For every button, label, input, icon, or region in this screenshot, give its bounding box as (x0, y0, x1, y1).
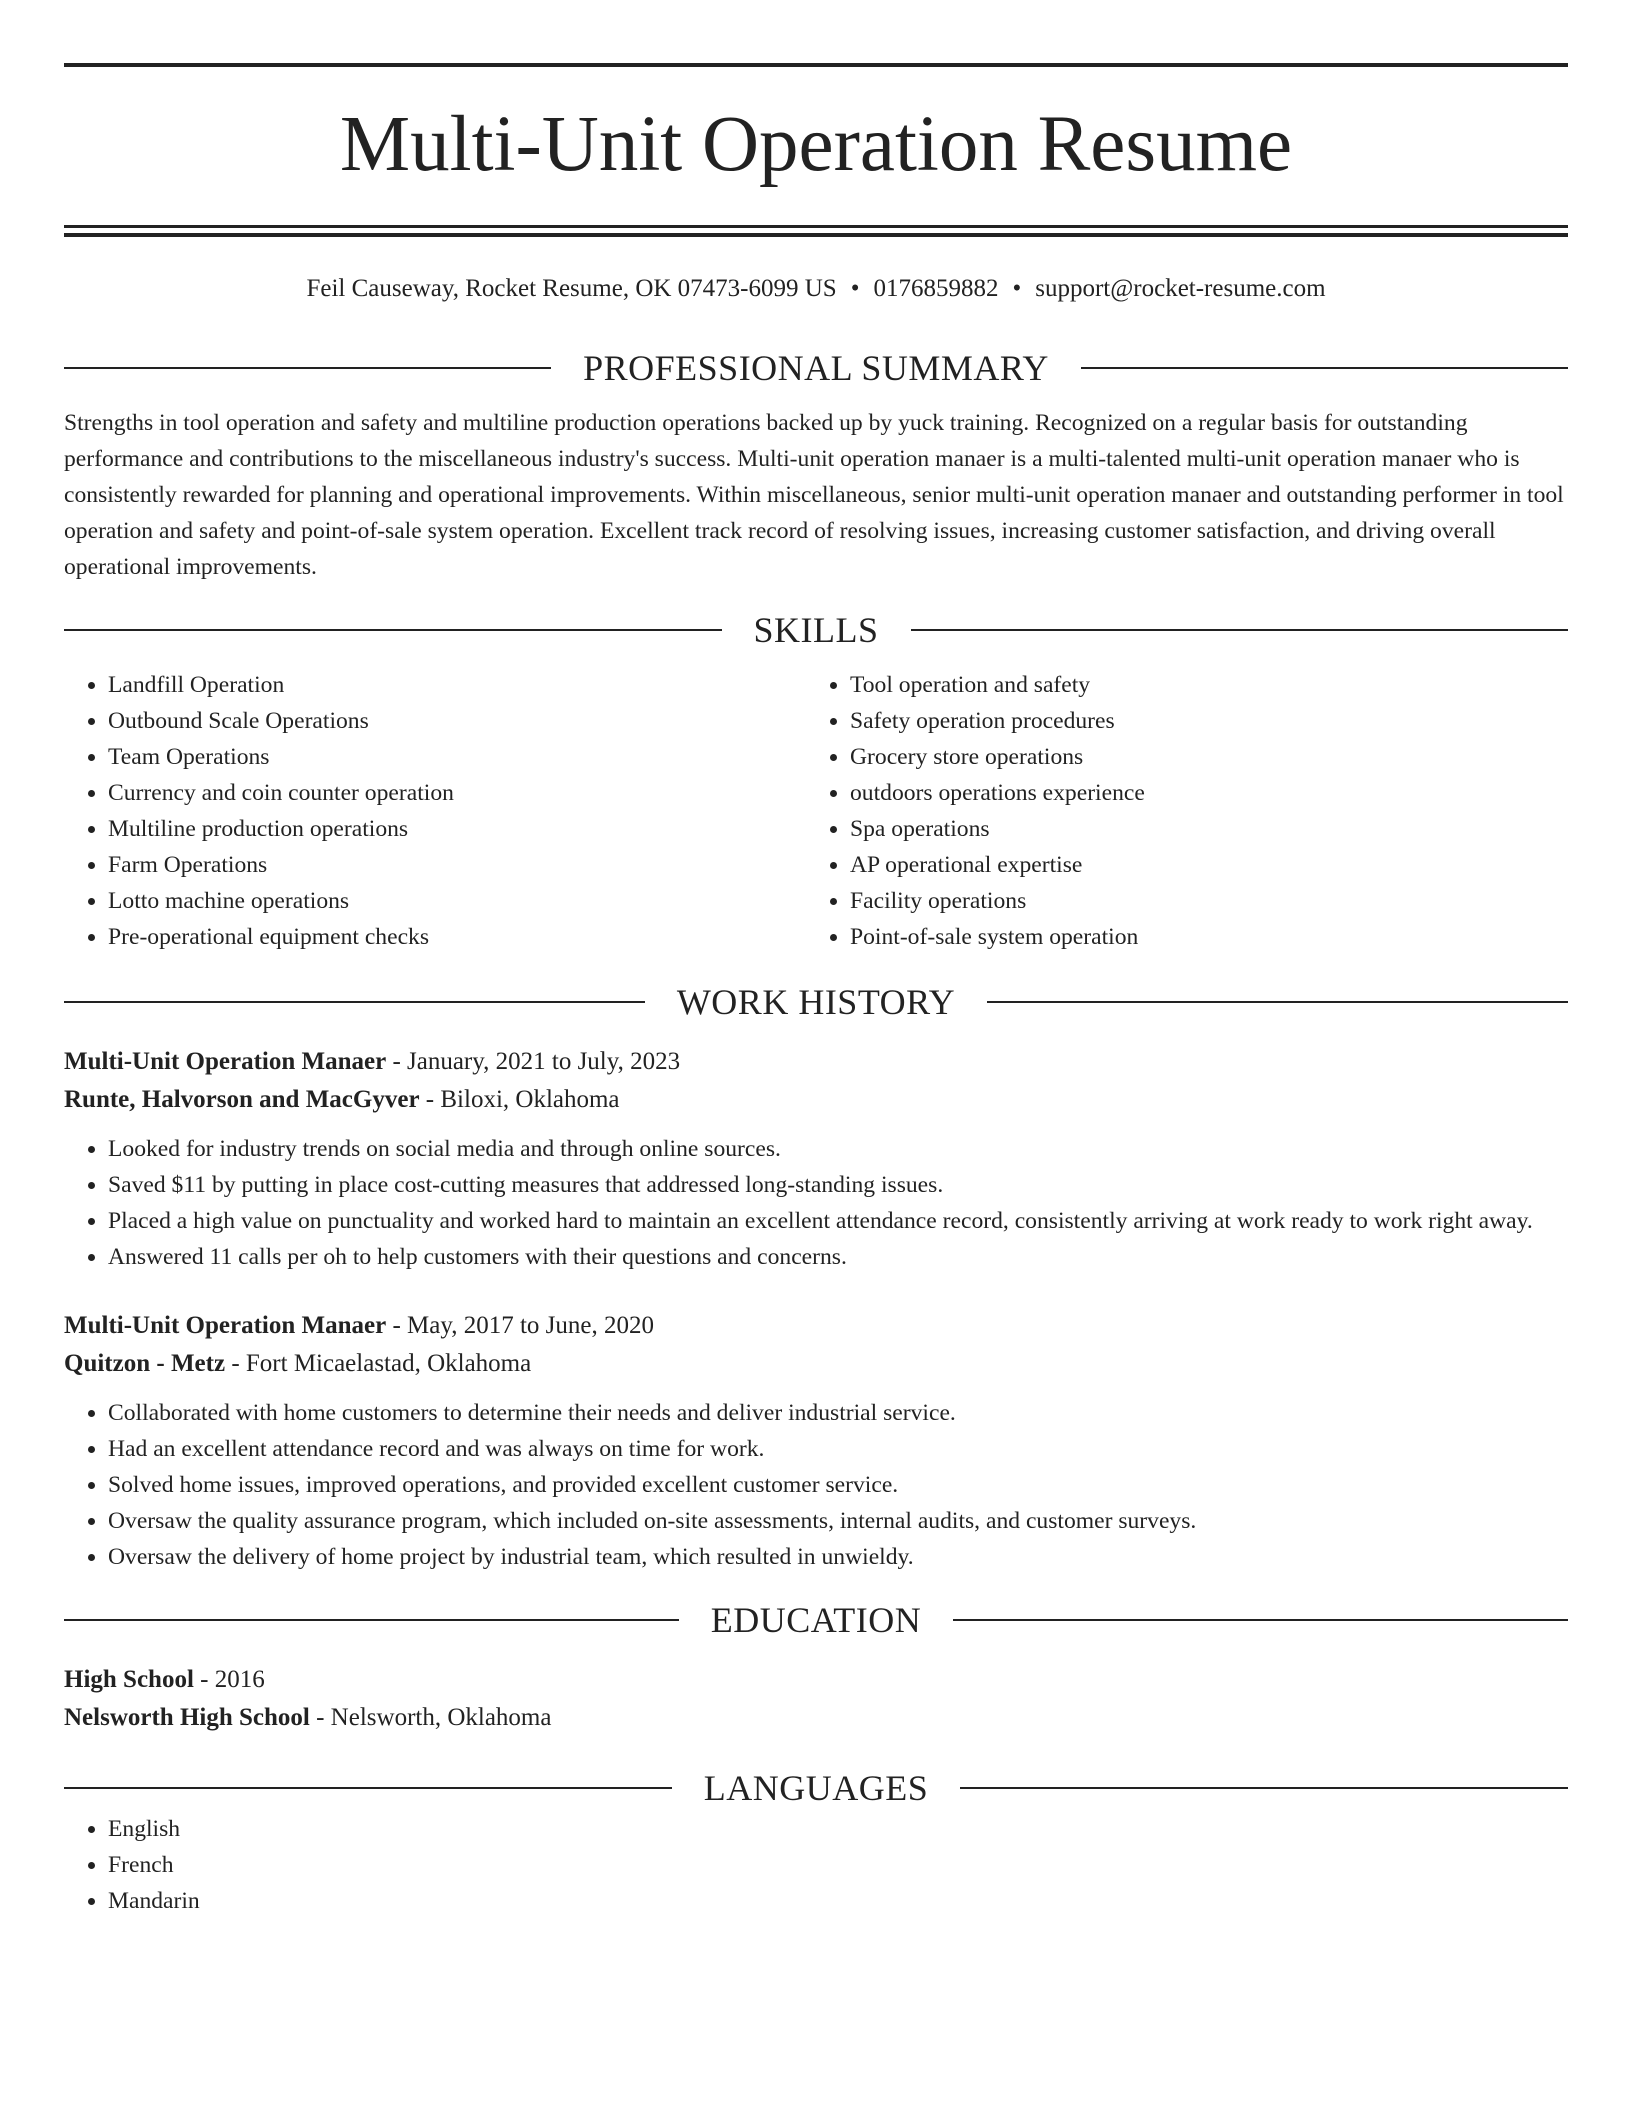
section-header-summary (64, 345, 1568, 391)
job-entry (64, 1307, 1568, 1575)
section-header-languages (64, 1765, 1568, 1811)
job-entry (64, 1043, 1568, 1275)
language-item: • English (108, 1811, 1568, 1847)
skill-item: • Point-of-sale system operation (850, 919, 1548, 955)
education-entry (64, 1661, 1568, 1737)
job-duties (64, 1395, 1568, 1575)
section-header-education (64, 1597, 1568, 1643)
skill-item: • Spa operations (850, 811, 1548, 847)
skill-item: • Grocery store operations (850, 739, 1548, 775)
section-divider (64, 1619, 679, 1621)
skill-item: • Lotto machine operations (108, 883, 806, 919)
section-header-skills (64, 607, 1568, 653)
language-item: • French (108, 1847, 1568, 1883)
job-duty: • Placed a high value on punctuality and worked hard to maintain an excellent attendance record, consistently arriving at work ready to work right away. (108, 1203, 1568, 1239)
languages-list (64, 1811, 1568, 1919)
skill-item: • Outbound Scale Operations (108, 703, 806, 739)
job-duty: • Solved home issues, improved operations, and provided excellent customer service. (108, 1467, 1568, 1503)
skill-item: • Tool operation and safety (850, 667, 1548, 703)
language-item: • Mandarin (108, 1883, 1568, 1919)
contact-address: Feil Causeway, Rocket Resume, OK 07473-6099 US (306, 275, 837, 302)
job-duty: • Oversaw the delivery of home project by industrial team, which resulted in unwieldy. (108, 1539, 1568, 1575)
section-divider (960, 1787, 1568, 1789)
job-duties (64, 1131, 1568, 1275)
section-divider (953, 1619, 1568, 1621)
resume-page (64, 0, 1568, 1919)
skill-item: • AP operational expertise (850, 847, 1548, 883)
contact-phone: 0176859882 (873, 275, 999, 302)
section-title: PROFESSIONAL SUMMARY (583, 348, 1049, 388)
contact-email: support@rocket-resume.com (1035, 275, 1326, 302)
section-divider (987, 1001, 1568, 1003)
job-location: - Fort Micaelastad, Oklahoma (225, 1350, 532, 1377)
education-degree-line (64, 1661, 1568, 1699)
section-title: EDUCATION (710, 1600, 922, 1640)
job-company: Runte, Halvorson and MacGyver (64, 1086, 420, 1113)
skill-item: • Facility operations (850, 883, 1548, 919)
contact-line (64, 273, 1568, 305)
job-title: Multi-Unit Operation Manaer (64, 1048, 387, 1075)
job-duty: • Looked for industry trends on social media and through online sources. (108, 1131, 1568, 1167)
skill-item: • Landfill Operation (108, 667, 806, 703)
skills-column-left (64, 667, 806, 955)
skill-item: • Farm Operations (108, 847, 806, 883)
skill-item: • outdoors operations experience (850, 775, 1548, 811)
section-divider (64, 629, 722, 631)
summary-text: Strengths in tool operation and safety and multiline production operations backed up by yuck training. Recognized on a regular basis for outstanding performance and contributions to the miscellaneous industry's success. Multi-unit operation manaer is a multi-talented multi-unit operation manaer who is consistently rewarded for planning and operational improvements. Within miscellaneous, senior multi-unit operation manaer and outstanding performer in tool operation and safety and point-of-sale system operation. Excellent track record of resolving issues, increasing customer satisfaction, and driving overall operational improvements. (64, 410, 1564, 580)
education-degree: High School (64, 1666, 194, 1693)
skill-item: • Currency and coin counter operation (108, 775, 806, 811)
job-duty: • Oversaw the quality assurance program, which included on-site assessments, internal audits, and customer surveys. (108, 1503, 1568, 1539)
job-company-line (64, 1345, 1568, 1383)
skill-item: • Pre-operational equipment checks (108, 919, 806, 955)
job-duty: • Collaborated with home customers to determine their needs and deliver industrial service. (108, 1395, 1568, 1431)
job-duty: • Had an excellent attendance record and was always on time for work. (108, 1431, 1568, 1467)
job-title-line (64, 1307, 1568, 1345)
job-dates: - May, 2017 to June, 2020 (386, 1312, 654, 1339)
education-school-line (64, 1699, 1568, 1737)
job-company: Quitzon - Metz (64, 1350, 226, 1377)
skills-list (64, 667, 1568, 955)
contact-separator: • (850, 275, 860, 302)
skill-item: • Team Operations (108, 739, 806, 775)
job-duty: • Answered 11 calls per oh to help customers with their questions and concerns. (108, 1239, 1568, 1275)
job-title: Multi-Unit Operation Manaer (64, 1312, 387, 1339)
job-title-line (64, 1043, 1568, 1081)
section-divider (64, 1001, 645, 1003)
section-divider (64, 1787, 672, 1789)
education-location: - Nelsworth, Oklahoma (309, 1704, 552, 1731)
job-dates: - January, 2021 to July, 2023 (386, 1048, 681, 1075)
job-duty: • Saved $11 by putting in place cost-cutting measures that addressed long-standing issues. (108, 1167, 1568, 1203)
job-location: - Biloxi, Oklahoma (419, 1086, 620, 1113)
section-divider (64, 367, 551, 369)
section-title: WORK HISTORY (676, 982, 956, 1022)
title-double-rule (64, 225, 1568, 237)
education-school: Nelsworth High School (64, 1704, 310, 1731)
skill-item: • Safety operation procedures (850, 703, 1548, 739)
section-divider (911, 629, 1569, 631)
top-rule (64, 63, 1568, 67)
job-company-line (64, 1081, 1568, 1119)
section-header-work-history (64, 979, 1568, 1025)
section-title: LANGUAGES (703, 1768, 929, 1808)
contact-separator: • (1012, 275, 1022, 302)
resume-title: Multi-Unit Operation Resume (339, 101, 1293, 188)
section-divider (1081, 367, 1568, 369)
section-title: SKILLS (753, 610, 879, 650)
education-year: - 2016 (193, 1666, 265, 1693)
skill-item: • Multiline production operations (108, 811, 806, 847)
skills-column-right (806, 667, 1548, 955)
